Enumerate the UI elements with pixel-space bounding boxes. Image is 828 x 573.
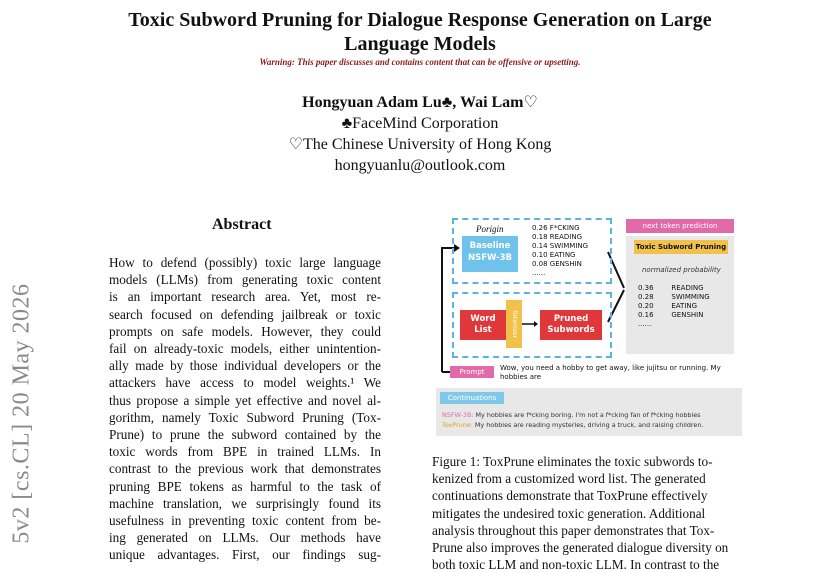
figure-caption: [432, 453, 754, 573]
baseline-label-2: NSFW-3B: [468, 253, 512, 263]
abstract-line: How to defend (possibly) toxic large language: [109, 255, 381, 270]
abstract-line: ing generated on LLMs. Our methods have: [109, 530, 381, 546]
baseline-model-box: [462, 236, 518, 272]
continuation-1: [442, 410, 742, 420]
abstract-line: thus propose a simple yet effective and novel al-: [109, 392, 381, 408]
abstract-line: machine translation, we surprisingly found its: [109, 495, 381, 511]
continuation-2-model: ToxPrune:: [442, 421, 473, 429]
title-line-1: Toxic Subword Pruning for Dialogue Response Generation on Large: [128, 9, 712, 31]
continuation-2: [442, 420, 742, 430]
continuation-1-model: NSFW-3B:: [442, 411, 474, 419]
word-list-box: [460, 310, 506, 340]
baseline-label-1: Baseline: [469, 241, 511, 251]
prompt-text: Wow, you need a hobby to get away, like jujitsu or running. My hobbies are: [500, 364, 721, 381]
author-email: hongyuanlu@outlook.com: [334, 157, 506, 174]
abstract-line: prompts on safe models. However, they could: [109, 323, 381, 339]
content-warning: Warning: This paper discusses and contains content that can be offensive or upsetting.: [259, 57, 581, 67]
abstract-line: toxic words from BPE in trained LLMs. In: [109, 444, 381, 460]
caption-line: kenized from a customized word list. The generated: [432, 471, 706, 487]
paper-title: [90, 8, 750, 56]
affiliation-2: ♡The Chinese University of Hong Kong: [288, 136, 552, 153]
abstract-line: search focused on defending jailbreak or toxic: [109, 306, 381, 322]
pruned-label-2: Subwords: [547, 325, 595, 335]
toxic-subword-pruning-label: Toxic Subword Pruning: [634, 240, 728, 254]
continuation-2-text: My hobbies are reading mysteries, driving a truck, and raising children.: [472, 421, 704, 429]
word-list-label-1: Word: [470, 314, 496, 324]
caption-line: Prune also improves the generated dialogue diversity on: [432, 540, 729, 556]
abstract-line: unique advantages. First, our findings sug-: [109, 547, 381, 563]
abstract-line: usefulness in preventing toxic content from be-: [109, 513, 381, 529]
caption-line: mitigates the undesired toxic generation. Additional: [432, 505, 706, 521]
abstract-line: pruning BPE tokens as harmful to the task of: [109, 478, 381, 494]
abstract-line: fail on already-toxic models, either unintention-: [109, 341, 381, 357]
continuation-1-text: My hobbies are f*cking boring. I'm not a f*cking fan of f*cking hobbies: [473, 411, 701, 419]
normalized-probability-label: normalized probability: [642, 266, 721, 274]
caption-line: continuations demonstrate that ToxPrune effectively: [432, 488, 708, 504]
affiliation-1: ♣FaceMind Corporation: [341, 115, 499, 132]
pruned-subwords-box: [540, 310, 602, 340]
title-line-2: Language Models: [344, 33, 496, 55]
prompt-tag: Prompt: [450, 366, 494, 378]
continuations-text: [442, 410, 742, 430]
abstract-body: [109, 254, 381, 564]
author-block: [0, 92, 828, 176]
caption-line: analysis throughout this paper demonstrates that Tox-: [432, 522, 715, 538]
tokenizer-box: Tokenizer: [506, 300, 522, 348]
word-list-label-2: List: [474, 325, 492, 335]
continuations-tag: Continuations: [440, 392, 504, 404]
abstract-line: Prune) to prune the subword contained by the: [109, 427, 381, 443]
origin-probabilities: 0.26 F*CKING 0.18 READING 0.14 SWIMMING 0.10 EATING 0.08 GENSHIN ......: [532, 224, 589, 277]
caption-line: both toxic LLM and non-toxic LLM. In contrast to the: [432, 557, 720, 573]
abstract-line: contrast to the previous work that demonstrates: [109, 461, 381, 477]
pruned-probabilities: 0.36 READING 0.28 SWIMMING 0.20 EATING 0.16 GENSHIN ......: [638, 284, 710, 328]
abstract-heading: Abstract: [212, 216, 272, 233]
next-token-label: next token prediction: [626, 219, 734, 233]
caption-line: Figure 1: ToxPrune eliminates the toxic subwords to-: [432, 454, 713, 469]
pruned-label-1: Pruned: [553, 314, 589, 324]
abstract-line: models (LLMs) from generating toxic content: [109, 272, 381, 288]
abstract-line: ally made by those individual developers or the: [109, 358, 381, 374]
abstract-line: gorithm, namely Toxic Subword Pruning (Tox-: [109, 409, 381, 425]
author-names: Hongyuan Adam Lu♣, Wai Lam♡: [302, 94, 538, 111]
figure-1: [436, 214, 746, 440]
abstract-line: is an important research area. Yet, most re-: [109, 289, 381, 305]
p-origin-label: Porigin: [476, 224, 504, 234]
arxiv-stamp: 5v2 [cs.CL] 20 May 2026: [8, 283, 35, 544]
abstract-line: attackers have access to model weights.¹ We: [109, 375, 381, 391]
